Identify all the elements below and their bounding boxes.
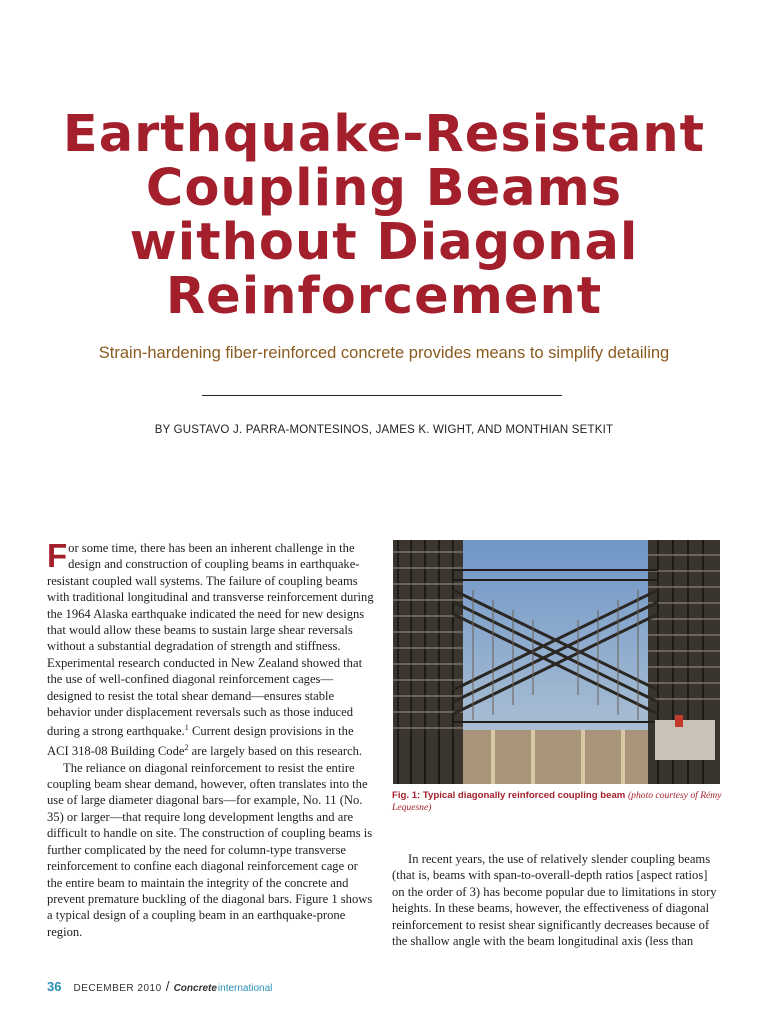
issue-date: DECEMBER 2010 bbox=[73, 983, 162, 994]
paragraph-text: Current design provisions in the ACI 318-08 Building Code bbox=[47, 724, 354, 759]
rebar-cage-photo-icon bbox=[393, 540, 720, 784]
caption-credit: (photo courtesy of Rémy Lequesne) bbox=[392, 790, 722, 813]
footnote-ref[interactable]: 2 bbox=[184, 743, 189, 753]
magazine-name-suffix: international bbox=[217, 983, 273, 994]
page-number: 36 bbox=[47, 979, 62, 994]
magazine-name: Concrete bbox=[173, 983, 217, 994]
body-column-left bbox=[47, 537, 375, 940]
body-paragraph: The reliance on diagonal reinforcement to resist the entire coupling beam shear demand, however, often translates into the use of large diameter diagonal bars—for example, No. 11 (No. 35) or larger—that require long development lengths and are difficult to handle on site. The construction of coupling beams is further complicated by the need for column-type transverse reinforcement to confine each diagonal reinforcement cage or the entire beam to maintain the integrity of the concrete and prevent premature buckling of the diagonal bars. Figure 1 shows a typical design of a coupling beam in an earthquake-prone region. bbox=[47, 760, 373, 939]
article-title bbox=[0, 105, 768, 326]
title-line: Reinforcement bbox=[165, 267, 603, 326]
body-paragraph: In recent years, the use of relatively slender coupling beams (that is, beams with span-to-overall-depth ratios [aspect ratios] on the order of 3) has become popular due to limitations in story heights. In these beams, however, the effectiveness of diagonal reinforcement to resist shear significantly decreases because of the shallow angle with the beam longitudinal axis (less than bbox=[392, 852, 717, 949]
title-line: without Diagonal bbox=[129, 213, 639, 272]
body-paragraph bbox=[47, 537, 375, 760]
dropcap: F bbox=[47, 537, 68, 574]
paragraph-text: or some time, there has been an inherent challenge in the design and construction of coupling beams in earthquake-resistant coupled wall systems. The failure of coupling beams with traditional longitudinal and transverse reinforcement during the 1964 Alaska earthquake indicated the need for new designs that would allow these beams to sustain large shear reversals without a substantial degradation of strength and stiffness. Experimental research conducted in New Zealand showed that the use of well-confined diagonal reinforcement cages—designed to resist the total shear demand—ensures stable behavior under displacement reversals such as those induced during a strong earthquake. bbox=[47, 541, 374, 739]
title-line: Earthquake-Resistant bbox=[62, 105, 706, 164]
paragraph-text: are largely based on this research. bbox=[188, 744, 363, 759]
caption-text: Fig. 1: Typical diagonally reinforced coupling beam bbox=[392, 790, 626, 801]
article-subtitle: Strain-hardening fiber-reinforced concrete provides means to simplify detailing bbox=[98, 344, 670, 362]
body-column-right bbox=[392, 851, 718, 949]
byline: BY GUSTAVO J. PARRA-MONTESINOS, JAMES K. WIGHT, AND MONTHIAN SETKIT bbox=[154, 424, 614, 436]
page-footer bbox=[47, 978, 447, 998]
footer-slash: / bbox=[165, 978, 170, 994]
title-line: Coupling Beams bbox=[145, 159, 623, 218]
footnote-ref[interactable]: 1 bbox=[184, 723, 189, 733]
divider-rule bbox=[202, 395, 562, 396]
figure-photo bbox=[393, 540, 720, 784]
figure-caption bbox=[392, 790, 722, 814]
